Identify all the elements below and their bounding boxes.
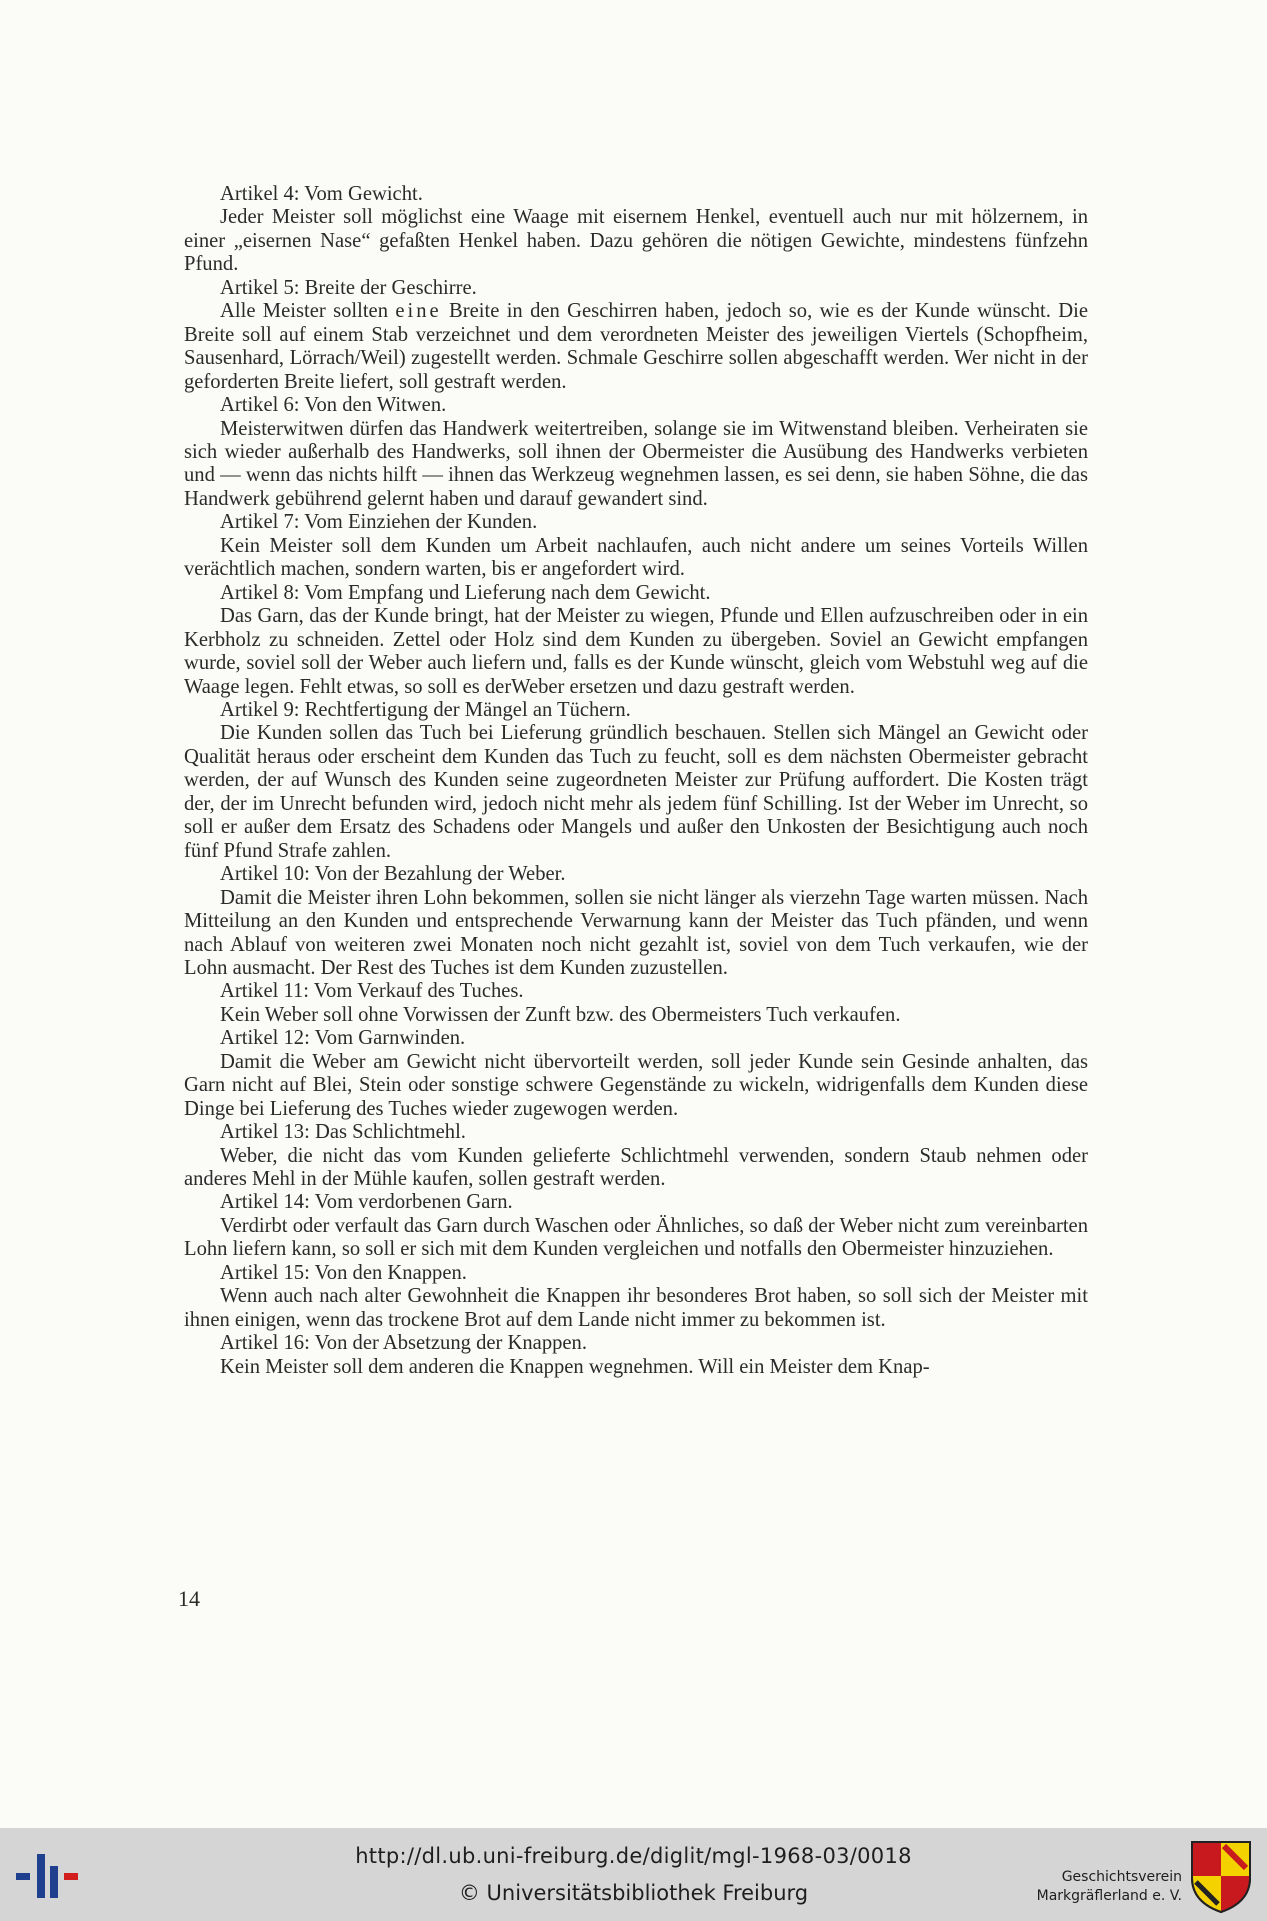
paragraph-text: Alle Meister sollten	[220, 300, 396, 323]
article-heading: Artikel 13: Das Schlichtmehl.	[220, 1121, 466, 1144]
article-heading: Artikel 9: Rechtfertigung der Mängel an Tüchern.	[220, 698, 631, 721]
paragraph: Das Garn, das der Kunde bringt, hat der Meister zu wiegen, Pfunde und Ellen aufzuschreiben oder in ein Kerbholz zu schneiden. Zettel oder Holz sind dem Kunden zu übergeben. Soviel an Gewicht empfangen wurde, soviel soll der Weber auch liefern und, falls es der Kunde wünscht, gleich vom Webstuhl weg auf die Waage legen. Fehlt etwas, so soll es derWeber ersetzen und dazu gestraft werden.	[184, 605, 1088, 698]
footer-bar	[0, 1828, 1267, 1921]
article-heading: Artikel 8: Vom Empfang und Lieferung nach dem Gewicht.	[220, 581, 711, 604]
paragraph: Wenn auch nach alter Gewohnheit die Knappen ihr besonderes Brot haben, so soll sich der Meister mit ihnen einigen, wenn das trockene Brot auf dem Lande nicht immer zu bekommen ist.	[184, 1285, 1088, 1331]
article-heading: Artikel 10: Von der Bezahlung der Weber.	[220, 863, 566, 886]
paragraph	[184, 300, 1088, 394]
article-heading: Artikel 14: Vom verdorbenen Garn.	[220, 1191, 513, 1214]
paragraph: Kein Meister soll dem Kunden um Arbeit nachlaufen, auch nicht andere um seines Vorteils Willen verächtlich machen, sondern warten, bis er angefordert wird.	[184, 534, 1088, 581]
emphasized-word: eine	[395, 300, 442, 323]
paragraph-text: Breite in den Geschirren haben, jedoch so, wie es der Kunde wünscht. Die Breite soll auf einem Stab verzeichnet und dem verordneten Meister des jeweiligen Viertels (Schopfheim, Sausenhard, Lörrach/Weil) zugestellt werden. Schmale Geschirre sollen abgeschafft werden. Wer nicht in der geforderten Breite liefert, soll gestraft werden.	[184, 300, 1088, 393]
society-name	[1020, 1868, 1182, 1906]
footer-url-link[interactable]: http://dl.ub.uni-freiburg.de/diglit/mgl-1968-03/0018	[355, 1844, 912, 1868]
footer-copyright: © Universitätsbibliothek Freiburg	[458, 1881, 809, 1905]
paragraph: Meisterwitwen dürfen das Handwerk weitertreiben, solange sie im Witwenstand bleiben. Verheiraten sie sich wieder außerhalb des Handwerks, soll ihnen der Obermeister die Ausübung des Handwerks verbieten und — wenn das nichts hilft — ihnen das Werkzeug wegnehmen lassen, es sei denn, sie haben Söhne, die das Handwerk gebührend gelernt haben und darauf gewandert sind.	[184, 417, 1088, 510]
article-heading: Artikel 12: Vom Garnwinden.	[220, 1027, 466, 1050]
coat-of-arms-icon	[1188, 1838, 1254, 1914]
paragraph: Jeder Meister soll möglichst eine Waage mit eisernem Henkel, eventuell auch nur mit hölzernem, in einer „eisernen Nase“ gefaßten Henkel haben. Dazu gehören die nötigen Gewichte, mindestens fünfzehn Pfund.	[184, 206, 1088, 276]
paragraph: Damit die Meister ihren Lohn bekommen, sollen sie nicht länger als vierzehn Tage warten müssen. Nach Mitteilung an den Kunden und entsprechende Verwarnung kann der Meister das Tuch pfänden, und wenn nach Ablauf von weiteren zwei Monaten noch nicht gezahlt ist, soviel von dem Tuch verkaufen, wie der Lohn ausmacht. Der Rest des Tuches ist dem Kunden zuzustellen.	[184, 886, 1088, 979]
body-text	[184, 183, 1088, 1379]
article-heading: Artikel 11: Vom Verkauf des Tuches.	[220, 980, 524, 1003]
paragraph: Weber, die nicht das vom Kunden gelieferte Schlichtmehl verwenden, sondern Staub nehmen oder anderes Mehl in der Mühle kaufen, sollen gestraft werden.	[184, 1144, 1088, 1191]
paragraph: Verdirbt oder verfault das Garn durch Waschen oder Ähnliches, so daß der Weber nicht zum vereinbarten Lohn liefern kann, so soll er sich mit dem Kunden vergleichen und notfalls den Obermeister hinzuziehen.	[184, 1214, 1088, 1261]
paragraph: Kein Weber soll ohne Vorwissen der Zunft bzw. des Obermeisters Tuch verkaufen.	[220, 1003, 901, 1026]
society-name-line1: Geschichtsverein	[1061, 1869, 1182, 1885]
article-heading: Artikel 4: Vom Gewicht.	[220, 183, 423, 205]
article-heading: Artikel 6: Von den Witwen.	[220, 394, 447, 417]
article-heading: Artikel 7: Vom Einziehen der Kunden.	[220, 511, 538, 534]
article-heading: Artikel 15: Von den Knappen.	[220, 1261, 467, 1284]
article-heading: Artikel 5: Breite der Geschirre.	[220, 276, 477, 299]
article-heading: Artikel 16: Von der Absetzung der Knappen.	[220, 1332, 587, 1355]
paragraph: Kein Meister soll dem anderen die Knappen wegnehmen. Will ein Meister dem Knap-	[220, 1355, 930, 1378]
society-name-line2: Markgräflerland e. V.	[1036, 1888, 1182, 1904]
paragraph: Die Kunden sollen das Tuch bei Lieferung gründlich beschauen. Stellen sich Mängel an Gewicht oder Qualität heraus oder erscheint dem Kunden das Tuch zu feucht, soll es dem nächsten Obermeister gebracht werden, der auf Wunsch des Kunden seine zugeordneten Meister zur Prüfung auffordert. Die Kosten trägt der, der im Unrecht befunden wird, jedoch nicht mehr als jedem fünf Schilling. Ist der Weber im Unrecht, so soll er außer dem Ersatz des Schadens oder Mangels und außer den Unkosten der Besichtigung auch noch fünf Pfund Strafe zahlen.	[184, 722, 1088, 862]
page-number: 14	[178, 1586, 200, 1611]
paragraph: Damit die Weber am Gewicht nicht übervorteilt werden, soll jeder Kunde sein Gesinde anhalten, das Garn nicht auf Blei, Stein oder sonstige schwere Gegenstände zu wickeln, widrigenfalls dem Kunden diese Dinge bei Lieferung des Tuches wieder zugewogen werden.	[184, 1050, 1088, 1120]
